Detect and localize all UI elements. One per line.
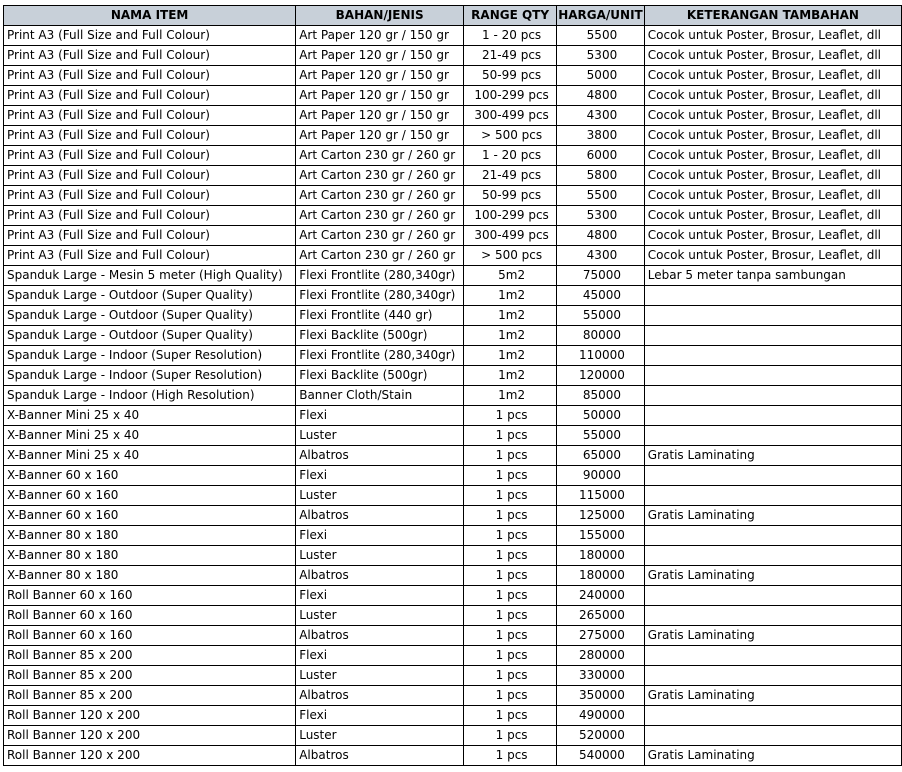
- cell-material: Albatros: [296, 626, 464, 646]
- cell-price: 520000: [557, 726, 645, 746]
- table-header: [4, 6, 902, 26]
- cell-material: Luster: [296, 666, 464, 686]
- cell-qty: 1m2: [464, 346, 557, 366]
- cell-price: 50000: [557, 406, 645, 426]
- cell-price: 5500: [557, 26, 645, 46]
- cell-qty: 1 pcs: [464, 426, 557, 446]
- table-row: [4, 606, 902, 626]
- header-row: [4, 6, 902, 26]
- cell-material: Luster: [296, 546, 464, 566]
- cell-note: Cocok untuk Poster, Brosur, Leaflet, dll: [644, 26, 901, 46]
- cell-price: 490000: [557, 706, 645, 726]
- cell-material: Flexi Frontlite (280,340gr): [296, 266, 464, 286]
- cell-material: Art Paper 120 gr / 150 gr: [296, 86, 464, 106]
- cell-note: Gratis Laminating: [644, 686, 901, 706]
- cell-material: Flexi Frontlite (440 gr): [296, 306, 464, 326]
- cell-note: Lebar 5 meter tanpa sambungan: [644, 266, 901, 286]
- cell-item: Spanduk Large - Outdoor (Super Quality): [4, 326, 296, 346]
- cell-note: [644, 666, 901, 686]
- cell-price: 330000: [557, 666, 645, 686]
- cell-material: Flexi Backlite (500gr): [296, 326, 464, 346]
- cell-qty: 1 pcs: [464, 566, 557, 586]
- cell-price: 115000: [557, 486, 645, 506]
- cell-note: Gratis Laminating: [644, 746, 901, 766]
- cell-note: Gratis Laminating: [644, 506, 901, 526]
- cell-price: 90000: [557, 466, 645, 486]
- cell-price: 6000: [557, 146, 645, 166]
- cell-note: [644, 546, 901, 566]
- table-row: [4, 646, 902, 666]
- cell-material: Art Paper 120 gr / 150 gr: [296, 126, 464, 146]
- table-row: [4, 246, 902, 266]
- cell-note: [644, 606, 901, 626]
- cell-price: 3800: [557, 126, 645, 146]
- cell-item: Roll Banner 60 x 160: [4, 606, 296, 626]
- cell-price: 275000: [557, 626, 645, 646]
- cell-item: Roll Banner 60 x 160: [4, 626, 296, 646]
- cell-item: Roll Banner 85 x 200: [4, 646, 296, 666]
- cell-qty: 300-499 pcs: [464, 106, 557, 126]
- table-row: [4, 286, 902, 306]
- cell-note: [644, 706, 901, 726]
- table-row: [4, 666, 902, 686]
- header-price: HARGA/UNIT: [557, 6, 645, 26]
- header-material: BAHAN/JENIS: [296, 6, 464, 26]
- table-row: [4, 226, 902, 246]
- cell-material: Albatros: [296, 506, 464, 526]
- cell-price: 55000: [557, 426, 645, 446]
- cell-note: [644, 526, 901, 546]
- table-row: [4, 406, 902, 426]
- cell-material: Luster: [296, 426, 464, 446]
- table-row: [4, 166, 902, 186]
- cell-note: Cocok untuk Poster, Brosur, Leaflet, dll: [644, 106, 901, 126]
- cell-price: 4300: [557, 246, 645, 266]
- cell-price: 180000: [557, 546, 645, 566]
- table-row: [4, 546, 902, 566]
- cell-price: 125000: [557, 506, 645, 526]
- cell-qty: 1 pcs: [464, 526, 557, 546]
- cell-note: Cocok untuk Poster, Brosur, Leaflet, dll: [644, 86, 901, 106]
- cell-price: 280000: [557, 646, 645, 666]
- cell-note: Cocok untuk Poster, Brosur, Leaflet, dll: [644, 46, 901, 66]
- cell-material: Art Paper 120 gr / 150 gr: [296, 66, 464, 86]
- cell-note: [644, 406, 901, 426]
- cell-item: X-Banner Mini 25 x 40: [4, 446, 296, 466]
- cell-price: 120000: [557, 366, 645, 386]
- cell-qty: 300-499 pcs: [464, 226, 557, 246]
- table-row: [4, 386, 902, 406]
- cell-price: 180000: [557, 566, 645, 586]
- table-row: [4, 206, 902, 226]
- cell-item: Spanduk Large - Indoor (Super Resolution): [4, 366, 296, 386]
- cell-note: [644, 346, 901, 366]
- price-list-table: [3, 5, 902, 766]
- cell-qty: 1 pcs: [464, 706, 557, 726]
- table-row: [4, 86, 902, 106]
- cell-material: Flexi: [296, 466, 464, 486]
- table-row: [4, 566, 902, 586]
- cell-material: Flexi: [296, 406, 464, 426]
- cell-qty: > 500 pcs: [464, 246, 557, 266]
- cell-material: Albatros: [296, 746, 464, 766]
- table-row: [4, 26, 902, 46]
- header-qty: RANGE QTY: [464, 6, 557, 26]
- cell-qty: 1 pcs: [464, 586, 557, 606]
- table-row: [4, 326, 902, 346]
- cell-note: Gratis Laminating: [644, 626, 901, 646]
- cell-note: Cocok untuk Poster, Brosur, Leaflet, dll: [644, 146, 901, 166]
- cell-qty: 1 - 20 pcs: [464, 26, 557, 46]
- cell-note: [644, 426, 901, 446]
- cell-item: Roll Banner 60 x 160: [4, 586, 296, 606]
- cell-note: Cocok untuk Poster, Brosur, Leaflet, dll: [644, 246, 901, 266]
- cell-note: [644, 586, 901, 606]
- table-row: [4, 186, 902, 206]
- table-row: [4, 486, 902, 506]
- table-row: [4, 366, 902, 386]
- cell-qty: 1 pcs: [464, 406, 557, 426]
- cell-item: Roll Banner 85 x 200: [4, 666, 296, 686]
- cell-note: [644, 486, 901, 506]
- cell-material: Luster: [296, 726, 464, 746]
- cell-price: 110000: [557, 346, 645, 366]
- cell-qty: 1m2: [464, 286, 557, 306]
- cell-price: 540000: [557, 746, 645, 766]
- cell-price: 80000: [557, 326, 645, 346]
- cell-qty: 5m2: [464, 266, 557, 286]
- cell-item: Roll Banner 120 x 200: [4, 746, 296, 766]
- cell-qty: 21-49 pcs: [464, 166, 557, 186]
- cell-note: [644, 306, 901, 326]
- cell-material: Art Paper 120 gr / 150 gr: [296, 26, 464, 46]
- cell-qty: 1 pcs: [464, 626, 557, 646]
- cell-item: Print A3 (Full Size and Full Colour): [4, 126, 296, 146]
- cell-item: Print A3 (Full Size and Full Colour): [4, 46, 296, 66]
- cell-price: 240000: [557, 586, 645, 606]
- cell-qty: 1 pcs: [464, 646, 557, 666]
- table-row: [4, 626, 902, 646]
- table-row: [4, 446, 902, 466]
- cell-material: Banner Cloth/Stain: [296, 386, 464, 406]
- cell-material: Flexi Frontlite (280,340gr): [296, 346, 464, 366]
- table-row: [4, 526, 902, 546]
- cell-item: Print A3 (Full Size and Full Colour): [4, 26, 296, 46]
- cell-material: Luster: [296, 486, 464, 506]
- cell-material: Flexi: [296, 646, 464, 666]
- cell-item: X-Banner 80 x 180: [4, 546, 296, 566]
- cell-note: [644, 646, 901, 666]
- cell-material: Luster: [296, 606, 464, 626]
- cell-price: 5300: [557, 46, 645, 66]
- table-row: [4, 426, 902, 446]
- cell-material: Art Carton 230 gr / 260 gr: [296, 146, 464, 166]
- cell-note: Cocok untuk Poster, Brosur, Leaflet, dll: [644, 186, 901, 206]
- cell-material: Art Carton 230 gr / 260 gr: [296, 166, 464, 186]
- cell-item: Print A3 (Full Size and Full Colour): [4, 246, 296, 266]
- cell-qty: 1 pcs: [464, 666, 557, 686]
- cell-qty: 1 pcs: [464, 746, 557, 766]
- cell-price: 5800: [557, 166, 645, 186]
- cell-material: Art Carton 230 gr / 260 gr: [296, 206, 464, 226]
- cell-item: Spanduk Large - Outdoor (Super Quality): [4, 286, 296, 306]
- cell-item: Print A3 (Full Size and Full Colour): [4, 226, 296, 246]
- cell-price: 55000: [557, 306, 645, 326]
- table-row: [4, 466, 902, 486]
- cell-item: X-Banner 80 x 180: [4, 566, 296, 586]
- cell-note: [644, 386, 901, 406]
- cell-price: 350000: [557, 686, 645, 706]
- cell-note: [644, 466, 901, 486]
- cell-item: X-Banner 80 x 180: [4, 526, 296, 546]
- cell-qty: 1 - 20 pcs: [464, 146, 557, 166]
- cell-item: Print A3 (Full Size and Full Colour): [4, 86, 296, 106]
- cell-qty: 1 pcs: [464, 546, 557, 566]
- table-body: [4, 26, 902, 766]
- cell-item: Print A3 (Full Size and Full Colour): [4, 186, 296, 206]
- cell-qty: 1 pcs: [464, 486, 557, 506]
- cell-item: Spanduk Large - Indoor (High Resolution): [4, 386, 296, 406]
- cell-item: Spanduk Large - Outdoor (Super Quality): [4, 306, 296, 326]
- cell-material: Flexi: [296, 706, 464, 726]
- table-row: [4, 66, 902, 86]
- cell-material: Flexi: [296, 586, 464, 606]
- header-item: NAMA ITEM: [4, 6, 296, 26]
- table-row: [4, 266, 902, 286]
- cell-price: 155000: [557, 526, 645, 546]
- cell-material: Flexi: [296, 526, 464, 546]
- cell-material: Art Paper 120 gr / 150 gr: [296, 106, 464, 126]
- table-row: [4, 46, 902, 66]
- cell-item: X-Banner 60 x 160: [4, 506, 296, 526]
- cell-material: Albatros: [296, 446, 464, 466]
- cell-price: 5300: [557, 206, 645, 226]
- cell-price: 265000: [557, 606, 645, 626]
- cell-note: Cocok untuk Poster, Brosur, Leaflet, dll: [644, 166, 901, 186]
- cell-qty: 1 pcs: [464, 506, 557, 526]
- cell-qty: 1 pcs: [464, 686, 557, 706]
- cell-qty: 1 pcs: [464, 466, 557, 486]
- cell-material: Art Paper 120 gr / 150 gr: [296, 46, 464, 66]
- cell-qty: 50-99 pcs: [464, 66, 557, 86]
- cell-note: [644, 326, 901, 346]
- cell-material: Art Carton 230 gr / 260 gr: [296, 186, 464, 206]
- cell-qty: 100-299 pcs: [464, 206, 557, 226]
- cell-qty: 1 pcs: [464, 606, 557, 626]
- table-row: [4, 346, 902, 366]
- cell-note: Cocok untuk Poster, Brosur, Leaflet, dll: [644, 126, 901, 146]
- cell-note: [644, 726, 901, 746]
- table-row: [4, 106, 902, 126]
- cell-item: X-Banner Mini 25 x 40: [4, 406, 296, 426]
- cell-note: [644, 286, 901, 306]
- cell-price: 45000: [557, 286, 645, 306]
- table-row: [4, 306, 902, 326]
- cell-price: 5000: [557, 66, 645, 86]
- table-row: [4, 706, 902, 726]
- cell-material: Albatros: [296, 566, 464, 586]
- cell-price: 4800: [557, 86, 645, 106]
- table-row: [4, 686, 902, 706]
- cell-item: Print A3 (Full Size and Full Colour): [4, 166, 296, 186]
- cell-item: X-Banner 60 x 160: [4, 486, 296, 506]
- cell-item: X-Banner Mini 25 x 40: [4, 426, 296, 446]
- cell-item: Print A3 (Full Size and Full Colour): [4, 106, 296, 126]
- cell-item: Print A3 (Full Size and Full Colour): [4, 66, 296, 86]
- cell-price: 75000: [557, 266, 645, 286]
- cell-qty: 21-49 pcs: [464, 46, 557, 66]
- cell-item: Spanduk Large - Indoor (Super Resolution): [4, 346, 296, 366]
- cell-material: Art Carton 230 gr / 260 gr: [296, 226, 464, 246]
- cell-price: 4300: [557, 106, 645, 126]
- cell-price: 5500: [557, 186, 645, 206]
- cell-qty: 1 pcs: [464, 726, 557, 746]
- cell-qty: 1m2: [464, 306, 557, 326]
- cell-material: Flexi Backlite (500gr): [296, 366, 464, 386]
- cell-qty: 100-299 pcs: [464, 86, 557, 106]
- cell-note: Cocok untuk Poster, Brosur, Leaflet, dll: [644, 66, 901, 86]
- cell-item: Spanduk Large - Mesin 5 meter (High Quality): [4, 266, 296, 286]
- cell-note: Gratis Laminating: [644, 446, 901, 466]
- table-row: [4, 146, 902, 166]
- table-row: [4, 586, 902, 606]
- cell-qty: 50-99 pcs: [464, 186, 557, 206]
- cell-material: Albatros: [296, 686, 464, 706]
- table-row: [4, 506, 902, 526]
- header-note: KETERANGAN TAMBAHAN: [644, 6, 901, 26]
- cell-note: Cocok untuk Poster, Brosur, Leaflet, dll: [644, 226, 901, 246]
- table-row: [4, 726, 902, 746]
- cell-item: X-Banner 60 x 160: [4, 466, 296, 486]
- cell-qty: 1m2: [464, 366, 557, 386]
- cell-qty: 1m2: [464, 326, 557, 346]
- cell-item: Print A3 (Full Size and Full Colour): [4, 206, 296, 226]
- cell-item: Roll Banner 120 x 200: [4, 706, 296, 726]
- cell-price: 85000: [557, 386, 645, 406]
- cell-price: 65000: [557, 446, 645, 466]
- cell-price: 4800: [557, 226, 645, 246]
- cell-qty: 1m2: [464, 386, 557, 406]
- cell-item: Roll Banner 120 x 200: [4, 726, 296, 746]
- cell-item: Roll Banner 85 x 200: [4, 686, 296, 706]
- cell-qty: 1 pcs: [464, 446, 557, 466]
- cell-material: Flexi Frontlite (280,340gr): [296, 286, 464, 306]
- cell-note: [644, 366, 901, 386]
- cell-note: Cocok untuk Poster, Brosur, Leaflet, dll: [644, 206, 901, 226]
- table-row: [4, 746, 902, 766]
- cell-material: Art Carton 230 gr / 260 gr: [296, 246, 464, 266]
- cell-note: Gratis Laminating: [644, 566, 901, 586]
- cell-item: Print A3 (Full Size and Full Colour): [4, 146, 296, 166]
- table-row: [4, 126, 902, 146]
- cell-qty: > 500 pcs: [464, 126, 557, 146]
